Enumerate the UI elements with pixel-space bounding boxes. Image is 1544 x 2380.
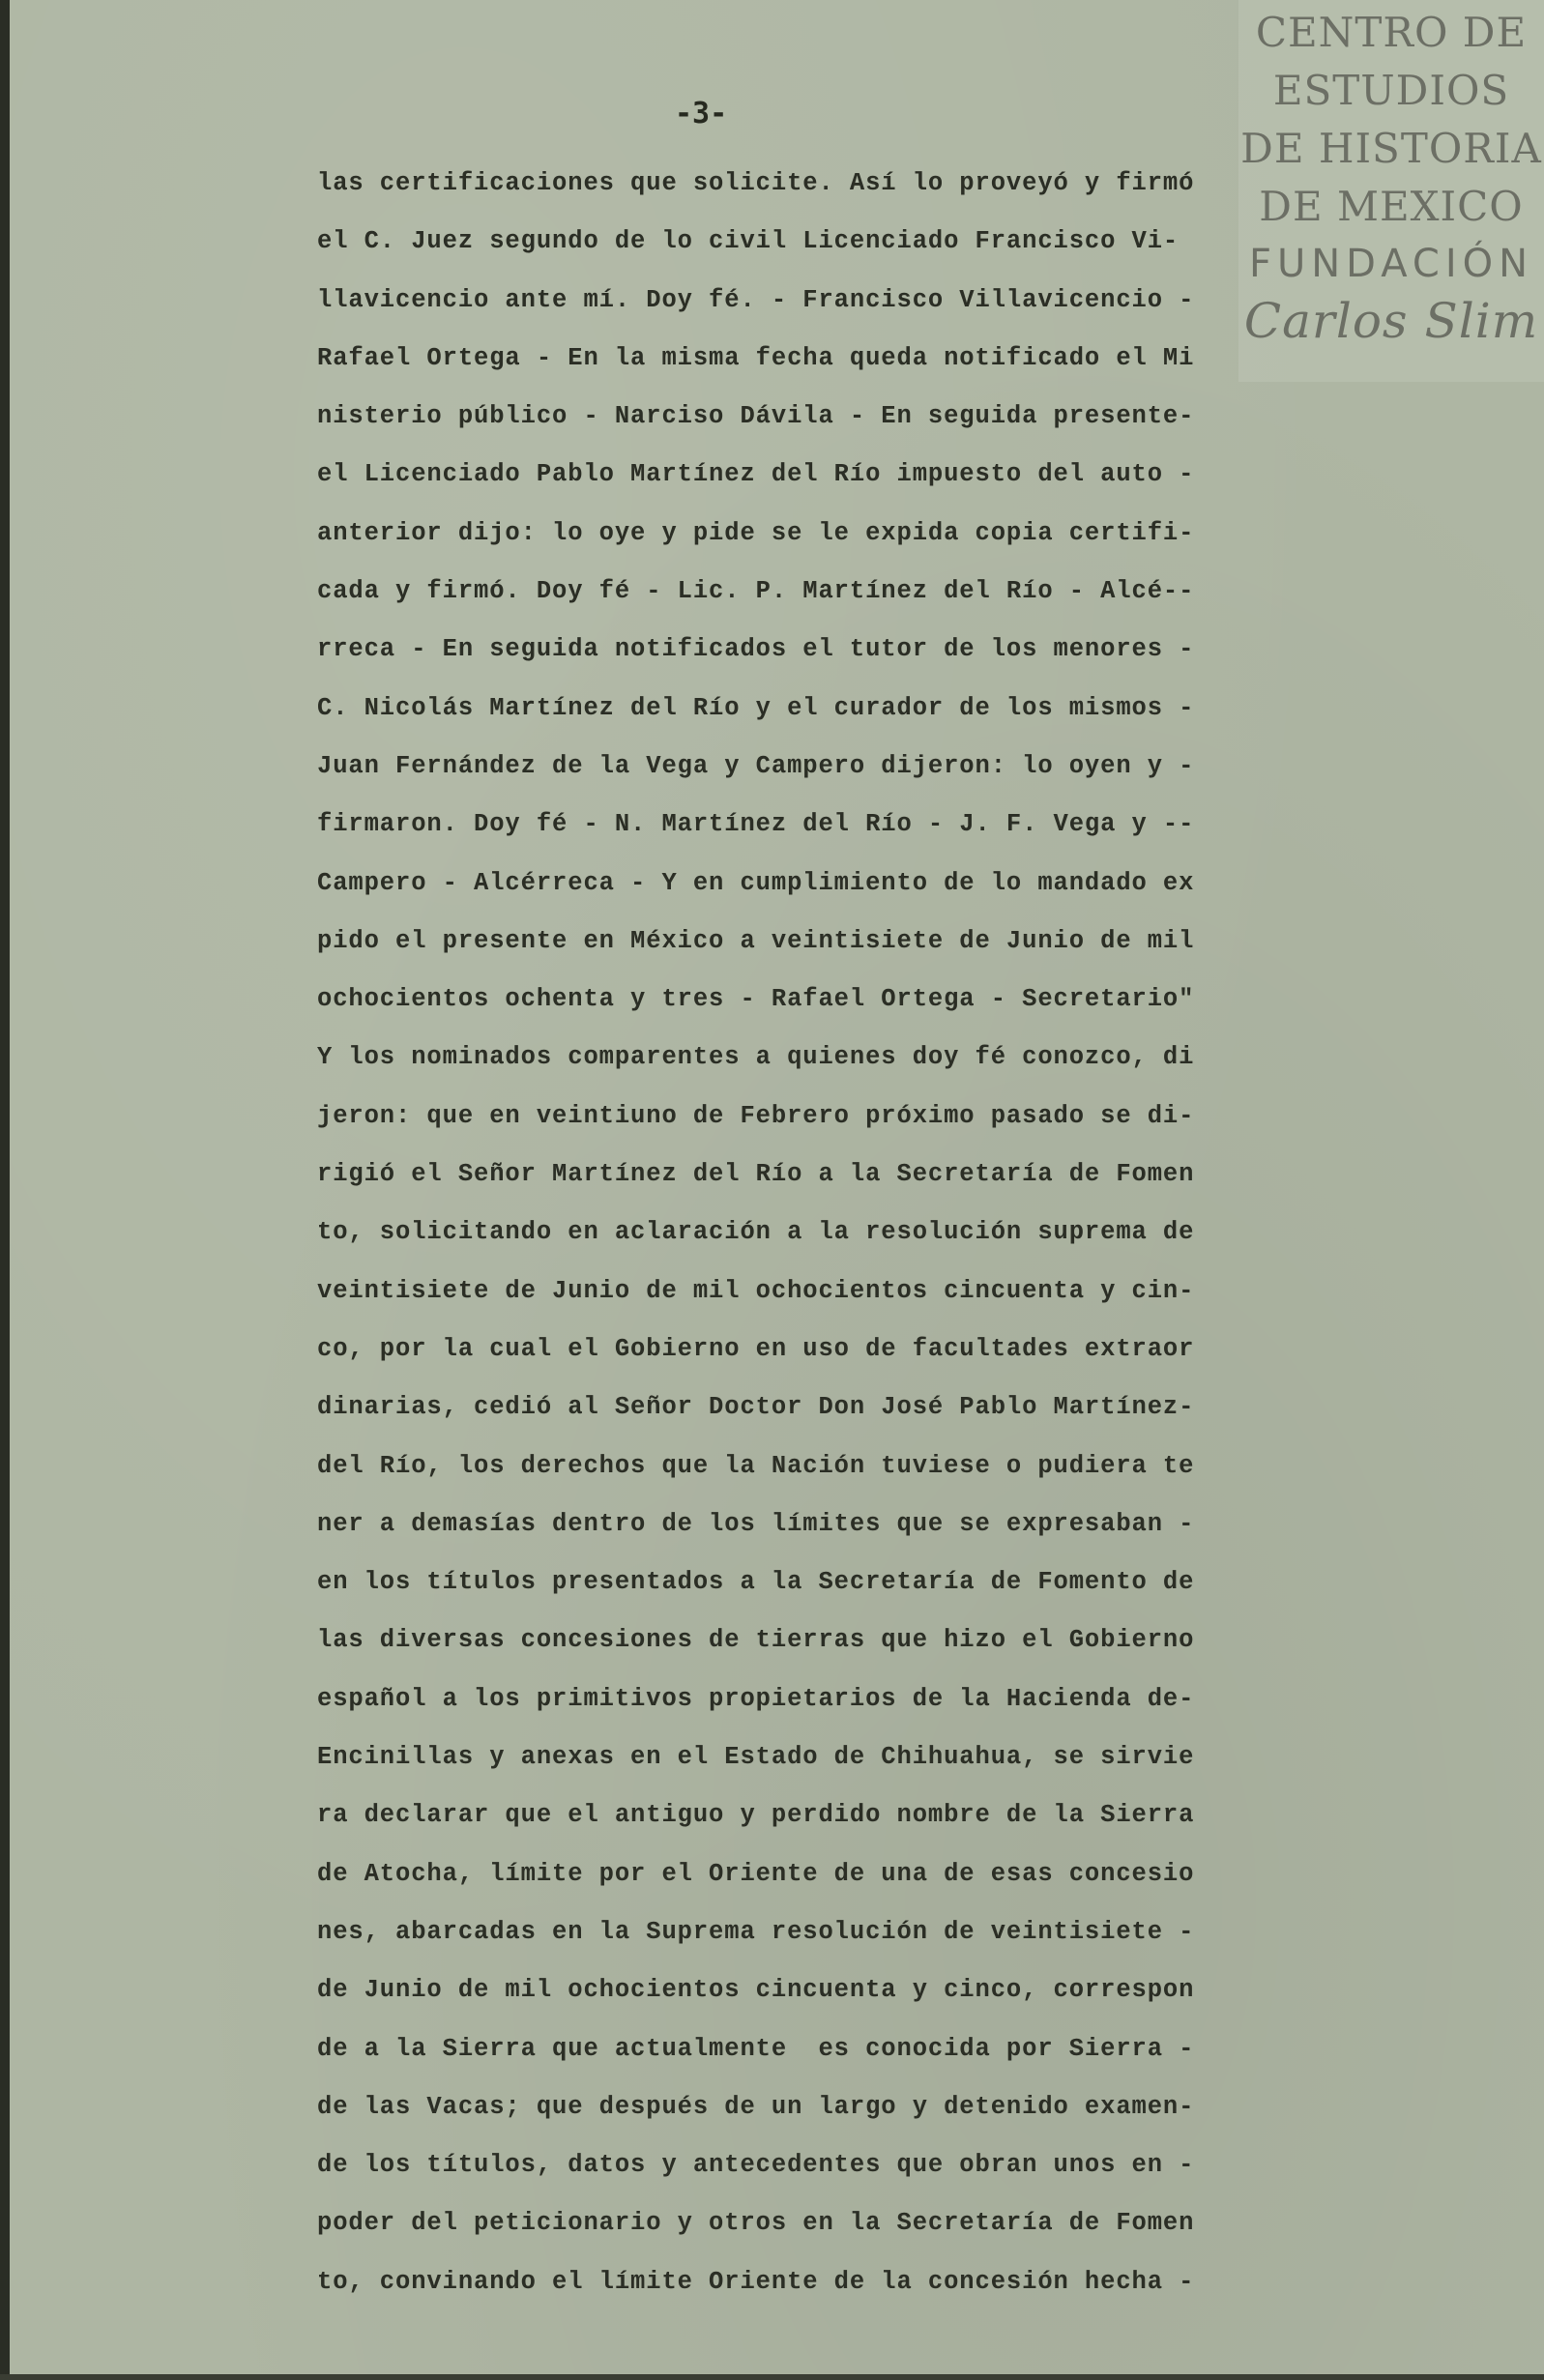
text-line: las certificaciones que solicite. Así lo proveyó y firmó xyxy=(317,169,1195,197)
text-line: español a los primitivos propietarios de la Hacienda de- xyxy=(317,1684,1195,1713)
text-line: en los títulos presentados a la Secretaría de Fomento de xyxy=(317,1568,1195,1597)
text-line: del Río, los derechos que la Nación tuviese o pudiera te xyxy=(317,1451,1195,1480)
text-line: de Junio de mil ochocientos cincuenta y cinco, correspon xyxy=(317,1976,1195,2005)
text-line: las diversas concesiones de tierras que hizo el Gobierno xyxy=(317,1626,1195,1655)
text-line: el C. Juez segundo de lo civil Licenciado Francisco Vi- xyxy=(317,227,1180,256)
text-line: veintisiete de Junio de mil ochocientos cincuenta y cin- xyxy=(317,1276,1195,1305)
text-line: de las Vacas; que después de un largo y detenido examen- xyxy=(317,2092,1195,2121)
text-line: nisterio público - Narciso Dávila - En seguida presente- xyxy=(317,402,1195,431)
watermark-line: DE MEXICO xyxy=(1259,183,1524,230)
text-line: dinarias, cedió al Señor Doctor Don José Pablo Martínez- xyxy=(317,1393,1195,1422)
text-line: jeron: que en veintiuno de Febrero próximo pasado se di- xyxy=(317,1101,1195,1130)
text-line: ner a demasías dentro de los límites que se expresaban - xyxy=(317,1509,1195,1538)
text-line: Encinillas y anexas en el Estado de Chihuahua, se sirvie xyxy=(317,1743,1195,1772)
text-line: rreca - En seguida notificados el tutor de los menores - xyxy=(317,635,1195,664)
text-line: Rafael Ortega - En la misma fecha queda notificado el Mi xyxy=(317,343,1195,372)
scan-bottom-edge xyxy=(0,2374,1544,2380)
text-line: Campero - Alcérreca - Y en cumplimiento de lo mandado ex xyxy=(317,868,1195,897)
scan-left-edge xyxy=(0,0,10,2380)
text-line: de los títulos, datos y antecedentes que obran unos en - xyxy=(317,2151,1195,2180)
text-line: Juan Fernández de la Vega y Campero dijeron: lo oyen y - xyxy=(317,751,1195,780)
text-line: de a la Sierra que actualmente es conocida por Sierra - xyxy=(317,2034,1195,2063)
text-line: ochocientos ochenta y tres - Rafael Ortega - Secretario" xyxy=(317,985,1195,1014)
text-line: ra declarar que el antiguo y perdido nombre de la Sierra xyxy=(317,1801,1195,1830)
text-line: Y los nominados comparentes a quienes doy fé conozco, di xyxy=(317,1043,1195,1072)
text-line: de Atocha, límite por el Oriente de una de esas concesio xyxy=(317,1859,1195,1888)
watermark-line: ESTUDIOS xyxy=(1272,67,1510,114)
text-line: nes, abarcadas en la Suprema resolución de veintisiete - xyxy=(317,1917,1195,1946)
text-line: firmaron. Doy fé - N. Martínez del Río - J. F. Vega y -- xyxy=(317,810,1195,839)
text-line: C. Nicolás Martínez del Río y el curador de los mismos - xyxy=(317,693,1195,722)
text-line: pido el presente en México a veintisiete de Junio de mil xyxy=(317,926,1195,955)
text-line: el Licenciado Pablo Martínez del Río impuesto del auto - xyxy=(317,460,1195,489)
watermark-line: DE HISTORIA xyxy=(1240,125,1542,172)
text-line: to, convinando el límite Oriente de la concesión hecha - xyxy=(317,2267,1195,2296)
text-line: poder del peticionario y otros en la Secretaría de Fomen xyxy=(317,2209,1195,2238)
watermark-signature: Carlos Slim xyxy=(1243,293,1539,349)
watermark-foundation: FUNDACIÓN xyxy=(1248,242,1534,286)
text-line: anterior dijo: lo oye y pide se le expida copia certifi- xyxy=(317,518,1195,547)
text-line: co, por la cual el Gobierno en uso de facultades extraor xyxy=(317,1334,1195,1363)
watermark-line: CENTRO DE xyxy=(1255,9,1528,56)
text-line: llavicencio ante mí. Doy fé. - Francisco Villavicencio - xyxy=(317,285,1195,314)
text-line: rigió el Señor Martínez del Río a la Secretaría de Fomen xyxy=(317,1160,1195,1189)
text-line: cada y firmó. Doy fé - Lic. P. Martínez del Río - Alcé-- xyxy=(317,577,1195,606)
typed-body-text xyxy=(317,155,1361,2311)
page-number: -3- xyxy=(675,97,728,131)
text-line: to, solicitando en aclaración a la resolución suprema de xyxy=(317,1218,1195,1247)
